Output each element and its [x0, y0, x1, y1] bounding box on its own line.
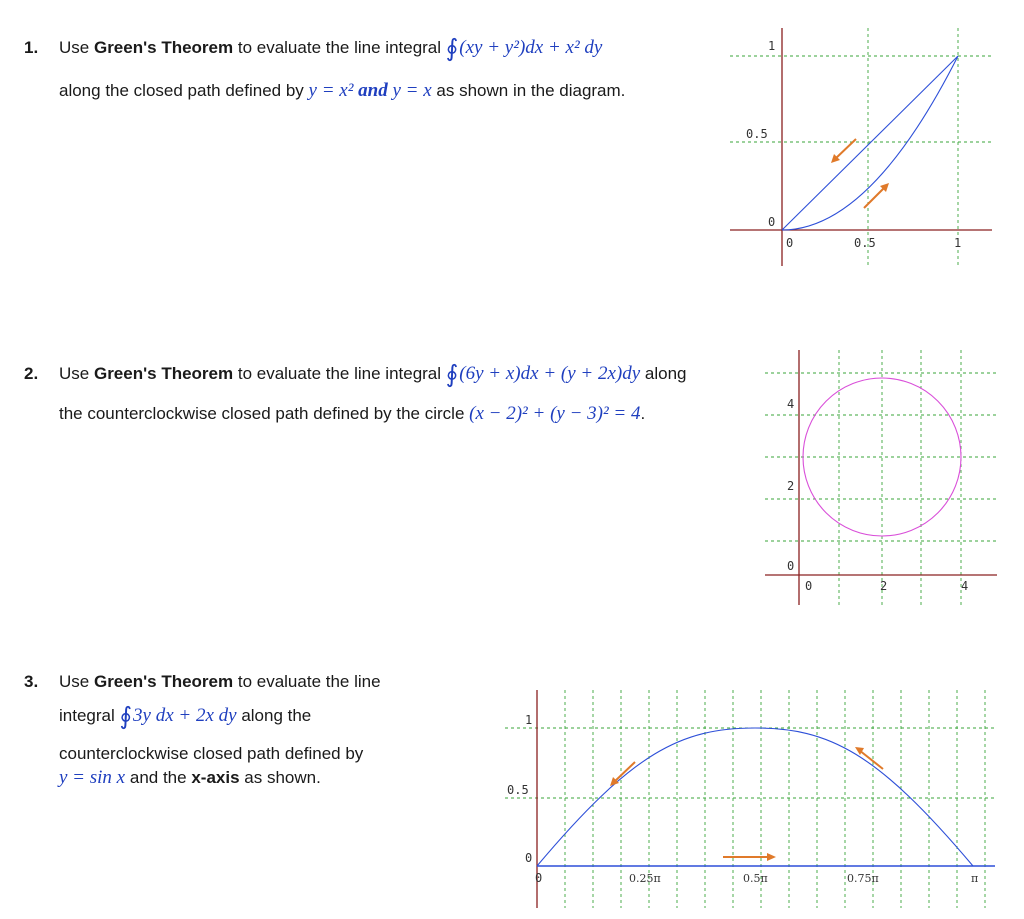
problem-1-line-1: Use Green's Theorem to evaluate the line integral ∮(xy + y²)dx + x² dy — [59, 34, 603, 62]
tick-y-4: 4 — [787, 397, 795, 411]
tick-x-2: 2 — [880, 579, 888, 593]
curve-parabola: y = x² — [308, 80, 354, 101]
tick-x-0.5: 0.5 — [854, 236, 876, 250]
theorem-name: Green's Theorem — [93, 364, 234, 383]
arrow-down-left-icon — [831, 139, 856, 163]
curve-y-equals-x — [782, 56, 958, 230]
graph-3-vertical-grid — [565, 690, 985, 908]
tick-x-1: 1 — [954, 236, 962, 250]
tick-x-0: 0 — [805, 579, 813, 593]
tick-y-0.5: 0.5 — [507, 783, 529, 797]
contour-integral-icon: ∮ — [445, 360, 459, 388]
curve-sine: y = sin x — [59, 767, 126, 788]
problem-3-line-3: counterclockwise closed path defined by — [59, 744, 364, 763]
theorem-name: Green's Theorem — [93, 672, 234, 691]
theorem-name: Green's Theorem — [93, 38, 234, 57]
tick-x-0: 0 — [786, 236, 794, 250]
and-word: and — [358, 80, 388, 101]
tick-y-0: 0 — [787, 559, 795, 573]
contour-integral-icon: ∮ — [445, 34, 459, 62]
arrow-down-left-icon — [610, 762, 635, 786]
curve-line: y = x — [392, 80, 432, 101]
tick-y-0: 0 — [525, 851, 533, 865]
arrow-up-left-icon — [855, 747, 883, 769]
arrow-right-icon — [723, 853, 776, 861]
tick-x-pi: π — [971, 872, 979, 885]
graph-2 — [765, 350, 1005, 610]
tick-x-0.5pi: 0.5π — [743, 872, 768, 885]
tick-x-0.75pi: 0.75π — [847, 872, 879, 885]
problem-2-line-1: Use Green's Theorem to evaluate the line integral ∮(6y + x)dx + (y + 2x)dy along — [59, 360, 687, 388]
problem-2-number: 2. — [24, 364, 39, 383]
problem-1-number: 1. — [24, 38, 39, 57]
problem-3-line-4: y = sin x and the x-axis as shown. — [59, 767, 321, 788]
problem-1-line-2: along the closed path defined by y = x² and y = x as shown in the diagram. — [59, 80, 626, 101]
tick-x-0.25pi: 0.25π — [629, 872, 661, 885]
problem-2-line-2: the counterclockwise closed path defined by the circle (x − 2)² + (y − 3)² = 4. — [59, 403, 646, 424]
problem-3-line-2: integral ∮3y dx + 2x dy along the — [59, 702, 312, 730]
tick-y-2: 2 — [787, 479, 795, 493]
circle-equation: (x − 2)² + (y − 3)² = 4 — [469, 403, 641, 424]
graph-1 — [730, 28, 1000, 268]
sine-curve-path — [537, 728, 973, 866]
tick-y-0: 0 — [768, 215, 776, 229]
problem-3-line-1: Use Green's Theorem to evaluate the line — [59, 672, 381, 691]
tick-x-0: 0 — [535, 871, 543, 885]
line-integral-3: ∮3y dx + 2x dy — [119, 702, 237, 730]
tick-y-1: 1 — [525, 713, 533, 727]
tick-y-1: 1 — [768, 39, 776, 53]
graph-3 — [505, 690, 1005, 912]
contour-integral-icon: ∮ — [119, 702, 133, 730]
graph-2-grid — [765, 350, 997, 605]
problem-3-number: 3. — [24, 672, 39, 691]
tick-y-0.5: 0.5 — [746, 127, 768, 141]
tick-x-4: 4 — [961, 579, 969, 593]
line-integral-1: ∮(xy + y²)dx + x² dy — [445, 34, 603, 62]
x-axis-word: x-axis — [191, 768, 240, 787]
line-integral-2: ∮(6y + x)dx + (y + 2x)dy — [445, 360, 641, 388]
